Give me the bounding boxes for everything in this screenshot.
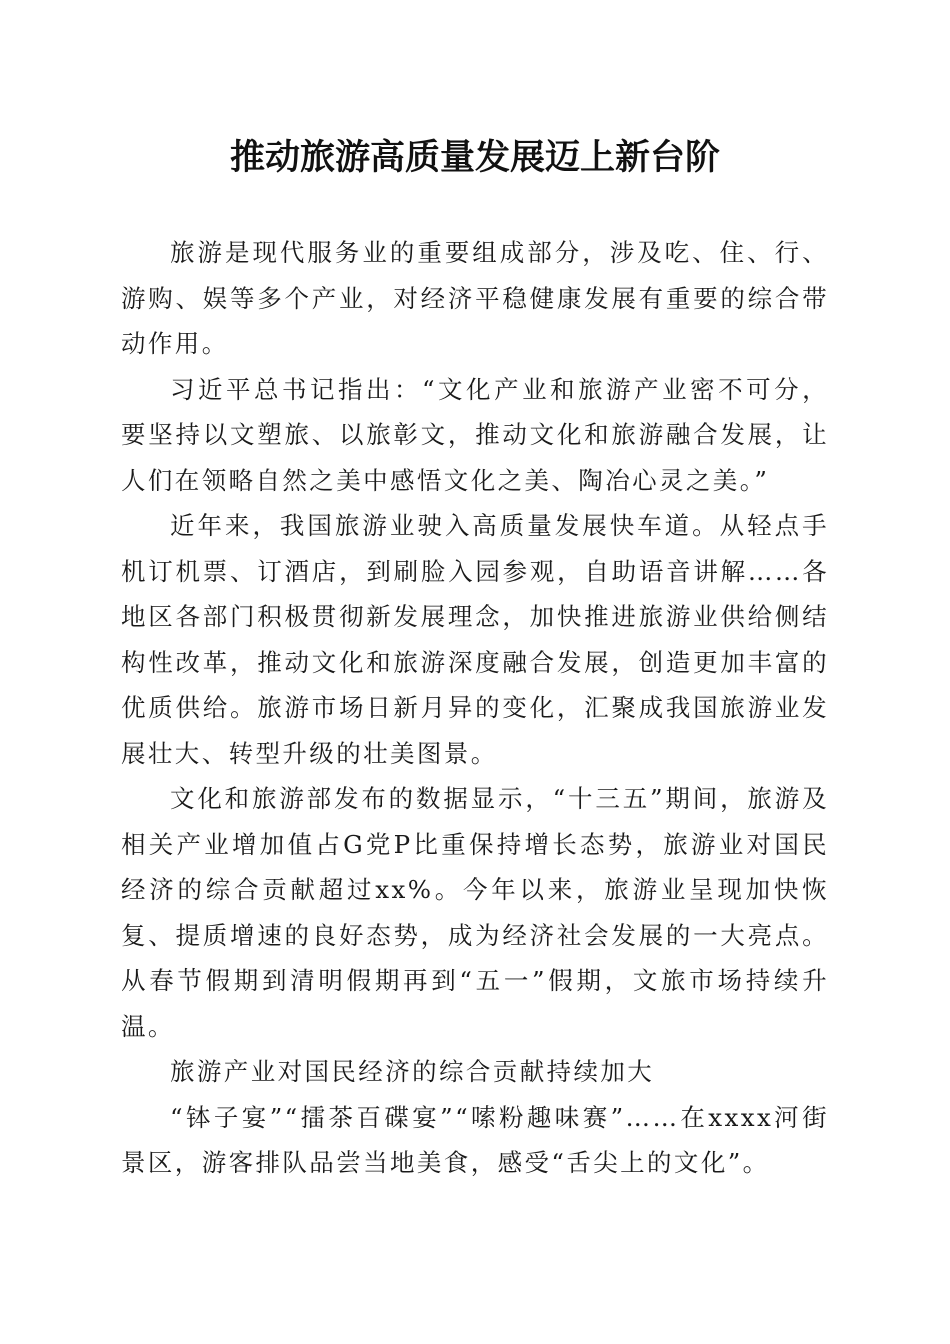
- paragraph-1: 旅游是现代服务业的重要组成部分，涉及吃、住、行、游购、娱等多个产业，对经济平稳健康发展有重要的综合带动作用。: [121, 238, 829, 358]
- paragraph-4: 文化和旅游部发布的数据显示，“十三五”期间，旅游及相关产业增加值占G党P比重保持增长态势，旅游业对国民经济的综合贡献超过xx%。今年以来，旅游业呈现加快恢复、提质增速的良好态势，成为经济社会发展的一大亮点。从春节假期到清明假期再到“五一”假期，文旅市场持续升温。: [121, 784, 829, 1041]
- paragraph-subheading: 旅游产业对国民经济的综合贡献持续加大: [170, 1057, 655, 1086]
- paragraph-3: 近年来，我国旅游业驶入高质量发展快车道。从轻点手机订机票、订酒店，到刷脸入园参观，自助语音讲解……各地区各部门积极贯彻新发展理念，加快推进旅游业供给侧结构性改革，推动文化和旅游深度融合发展，创造更加丰富的优质供给。旅游市场日新月异的变化，汇聚成我国旅游业发展壮大、转型升级的壮美图景。: [121, 511, 829, 768]
- paragraph-2: 习近平总书记指出：“文化产业和旅游产业密不可分，要坚持以文塑旅、以旅彰文，推动文化和旅游融合发展，让人们在领略自然之美中感悟文化之美、陶冶心灵之美。”: [121, 374, 829, 495]
- paragraph-6: “钵子宴”“擂茶百碟宴”“嗦粉趣味赛”……在xxxx河街景区，游客排队品尝当地美食，感受“舌尖上的文化”。: [121, 1102, 829, 1177]
- document-title: 推动旅游高质量发展迈上新台阶: [229, 137, 720, 178]
- document-body: [121, 230, 829, 1186]
